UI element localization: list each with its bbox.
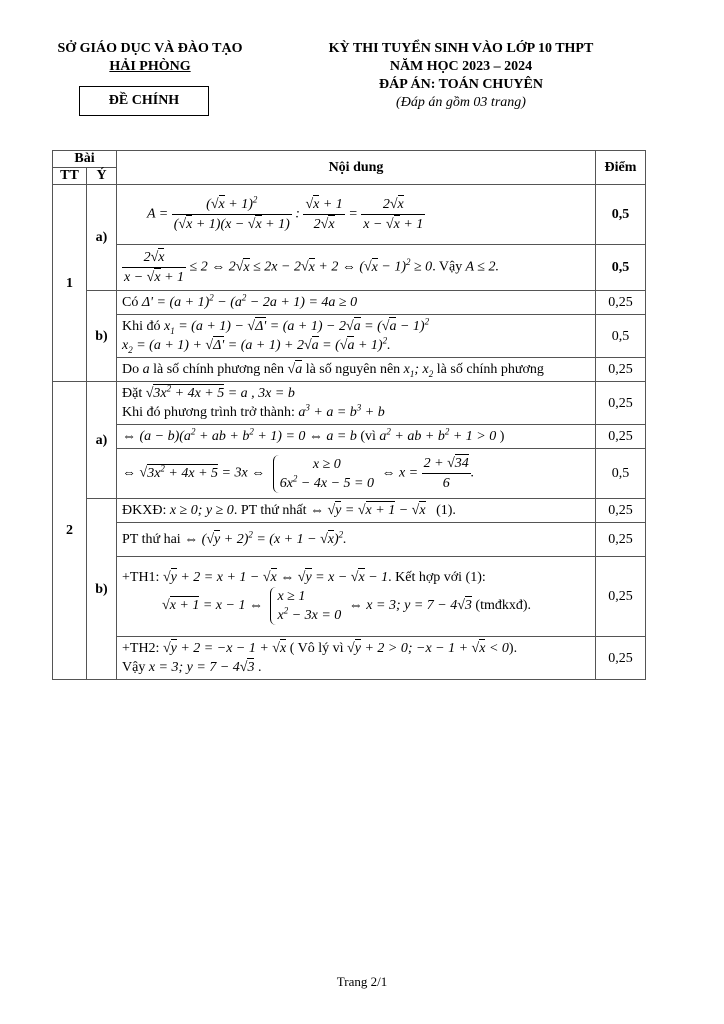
score-row-7: 0,25 xyxy=(596,425,646,449)
formula-row-11: +TH1: √y + 2 = x + 1 − √x ⇔ √y = x − √x − 1. Kết hợp với (1): √x + 1 = x − 1 ⇔ x ≥ 1 $x^2 - 3x = 0$ ⇔ x = 3; y = 7 − 4√3 (tmđkxđ). xyxy=(117,557,596,637)
chinh-phuong-text: là số chính phương nên xyxy=(153,362,284,377)
page-count-note: (Đáp án gồm 03 trang) xyxy=(396,95,526,110)
khido-text: Khi đó xyxy=(122,319,161,334)
formula-row-1: A = $\frac{(√x + 1)^2}{(√x + 1)(x - √x + 1)}$ : $\frac{√x + 1}{2√x}$ = $\frac{2√x}{x - √x + 1}$ xyxy=(117,185,596,245)
header-bai: Bài xyxy=(53,151,117,168)
so-nguyen-text: là số nguyên nên xyxy=(305,362,401,377)
score-row-1: 0,5 xyxy=(596,185,646,245)
formula-row-4: Khi đó $x_1 = (a + 1) - √\Delta' = (a + 1) - 2√a = (√a - 1)^2$ $x_2 = (a + 1) + √\Delta' = (a + 1) + 2√a = (√a + 1)^2$. xyxy=(117,315,596,358)
score-row-10: 0,25 xyxy=(596,523,646,557)
formula-row-6: Đặt $√3x^2 + 4x + 5 = a$ , 3x = b Khi đó phương trình trở thành: $a^3 + a = b^3 + b$ xyxy=(117,382,596,425)
formula-row-7: ⇔ $(a - b)(a^2$ + ab + $b^2 + 1) = 0$ ⇔ a = b (vì $a^2$ + ab + $b^2 + 1 > 0$ ) xyxy=(117,425,596,449)
vi-text: (vì xyxy=(360,429,376,444)
header-y: Ý xyxy=(87,168,117,185)
school-year: NĂM HỌC 2023 – 2024 xyxy=(389,59,533,74)
vo-ly-text: ( Vô lý vì xyxy=(289,641,344,656)
pt2-text: PT thứ hai xyxy=(122,532,181,547)
score-row-3: 0,25 xyxy=(596,291,646,315)
pt1-text: . PT thứ nhất xyxy=(233,503,307,518)
part-1a-label: a) xyxy=(87,185,117,291)
dkxd-text: ĐKXĐ: xyxy=(122,503,167,518)
department-name: SỞ GIÁO DỤC VÀ ĐÀO TẠO xyxy=(57,41,243,56)
answer-title: ĐÁP ÁN: TOÁN CHUYÊN xyxy=(379,77,543,92)
problem-1-number: 1 xyxy=(53,185,87,382)
formula-row-5: Do a là số chính phương nên √a là số nguyên nên $x_1$; $x_2$ là số chính phương xyxy=(117,358,596,382)
eq1-label: (1). xyxy=(436,503,456,518)
score-row-6: 0,25 xyxy=(596,382,646,425)
th1-text: +TH1: xyxy=(122,570,160,585)
do-text: Do xyxy=(122,362,140,377)
score-row-9: 0,25 xyxy=(596,499,646,523)
part-2b-label: b) xyxy=(87,499,117,680)
dat-text: Đặt xyxy=(122,386,143,401)
conclusion-text: . Vậy xyxy=(432,259,463,275)
city-name: HẢI PHÒNG xyxy=(109,59,191,74)
exam-title: KỲ THI TUYỂN SINH VÀO LỚP 10 THPT xyxy=(328,41,594,56)
score-row-2: 0,5 xyxy=(596,245,646,291)
score-row-12: 0,25 xyxy=(596,637,646,680)
score-row-11: 0,25 xyxy=(596,557,646,637)
formula-row-10: PT thứ hai ⇔ $(√y + 2)^2 = (x + 1 - √x)^2$. xyxy=(117,523,596,557)
header-score: Điểm xyxy=(596,151,646,185)
problem-2-number: 2 xyxy=(53,382,87,680)
formula-row-12: +TH2: √y + 2 = −x − 1 + √x ( Vô lý vì √y + 2 > 0; −x − 1 + √x < 0). Vậy x = 3; y = 7 − 4√3 . xyxy=(117,637,596,680)
score-row-4: 0,5 xyxy=(596,315,646,358)
khido-pt-text: Khi đó phương trình trở thành: xyxy=(122,405,295,420)
ket-luan-text: là số chính phương xyxy=(436,362,544,377)
page-footer: Trang 2/1 xyxy=(336,974,388,989)
header-tt: TT xyxy=(53,168,87,185)
vay-text: Vậy xyxy=(122,660,146,675)
header-content: Nội dung xyxy=(117,151,596,185)
th2-text: +TH2: xyxy=(122,641,160,656)
part-2a-label: a) xyxy=(87,382,117,499)
ket-hop-text: . Kết hợp với (1): xyxy=(388,570,486,585)
co-text: Có xyxy=(122,295,139,310)
score-row-8: 0,5 xyxy=(596,449,646,499)
formula-row-8: ⇔ $√3x^2 + 4x + 5 = 3x$ ⇔ x ≥ 0 $6x^2 - 4x - 5 = 0$ ⇔ x = $\frac{2 + √34}{6}$ . xyxy=(117,449,596,499)
part-1b-label: b) xyxy=(87,291,117,382)
official-exam-box: ĐỀ CHÍNH xyxy=(79,86,209,116)
answer-table xyxy=(52,150,646,680)
formula-row-2: $\frac{2√x}{x - √x + 1}$ ≤ 2 ⇔ 2√x ≤ 2x − 2√x + 2 ⇔ $(√x - 1)^2 \ge 0$. Vậy A ≤ 2. xyxy=(117,245,596,291)
formula-row-3: Có $\Delta' = (a + 1)^2 - (a^2 - 2a + 1) = 4a \ge 0$ xyxy=(117,291,596,315)
tmdkxd-text: (tmđkxđ). xyxy=(475,598,532,614)
formula-row-9: ĐKXĐ: x ≥ 0; y ≥ 0. PT thứ nhất ⇔ √y = √x + 1 − √x (1). xyxy=(117,499,596,523)
score-row-5: 0,25 xyxy=(596,358,646,382)
header-left xyxy=(30,40,270,76)
header-right xyxy=(300,40,622,112)
